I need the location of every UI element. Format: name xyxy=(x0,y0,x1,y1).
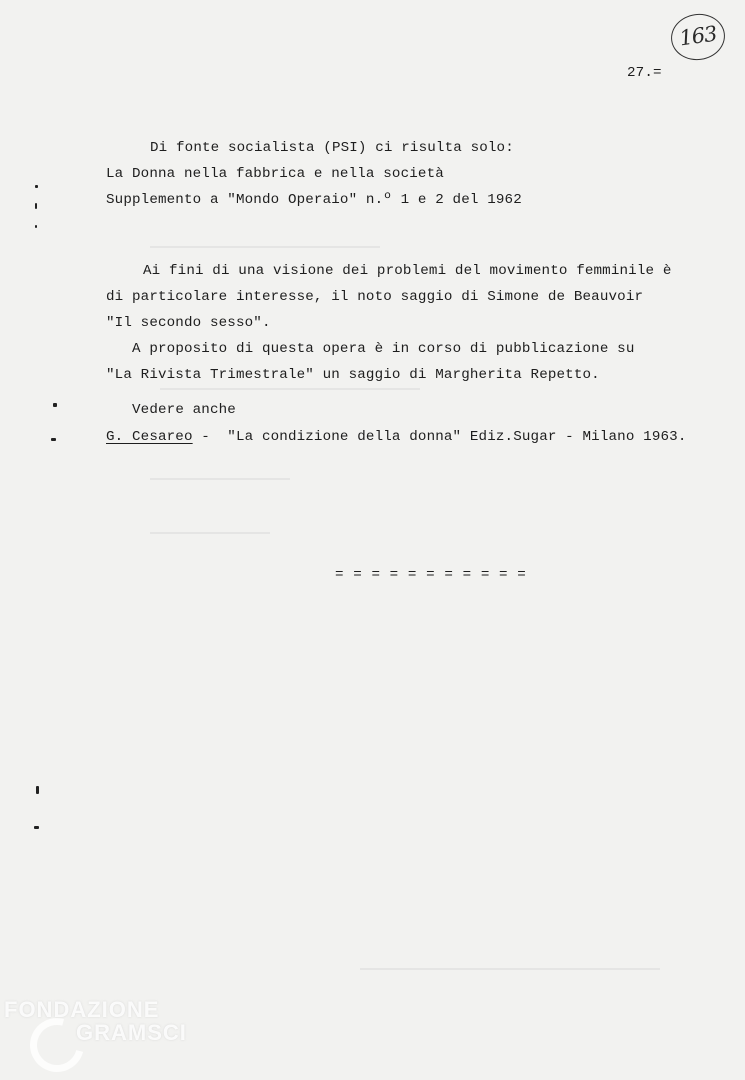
page-number: 27.= xyxy=(627,65,662,81)
paragraph-1-line-2: di particolare interesse, il noto saggio di Simone de Beauvoir xyxy=(106,289,644,305)
margin-mark xyxy=(35,203,37,209)
margin-mark xyxy=(36,786,39,794)
see-also-label: Vedere anche xyxy=(132,402,236,418)
margin-mark xyxy=(35,185,38,188)
reference-details: - "La condizione della donna" Ediz.Sugar - Milano 1963. xyxy=(192,429,687,445)
bleed-through-mark xyxy=(360,968,660,970)
margin-mark xyxy=(34,826,39,829)
watermark-line-2: GRAMSCI xyxy=(76,1019,187,1045)
bleed-through-mark xyxy=(150,532,270,534)
bleed-through-mark xyxy=(160,388,420,390)
bleed-through-mark xyxy=(150,478,290,480)
archive-number: 163 xyxy=(677,21,718,51)
reference-author: G. Cesareo xyxy=(106,429,193,445)
archive-watermark xyxy=(4,998,187,1044)
margin-mark xyxy=(35,225,37,228)
section-separator: = = = = = = = = = = = xyxy=(335,567,527,583)
margin-mark xyxy=(53,403,57,407)
intro-line: Di fonte socialista (PSI) ci risulta solo: xyxy=(150,140,514,156)
paragraph-1-line-1: Ai fini di una visione dei problemi del movimento femminile è xyxy=(143,263,672,279)
paragraph-1-line-3: "Il secondo sesso". xyxy=(106,315,271,331)
bleed-through-mark xyxy=(150,246,380,248)
archive-number-stamp xyxy=(668,10,728,63)
publication-title: La Donna nella fabbrica e nella società xyxy=(106,166,444,182)
paragraph-2-line-2: "La Rivista Trimestrale" un saggio di Margherita Repetto. xyxy=(106,367,600,383)
paragraph-2-line-1: A proposito di questa opera è in corso di pubblicazione su xyxy=(132,341,635,357)
supplement-line: Supplemento a "Mondo Operaio" n.º 1 e 2 del 1962 xyxy=(106,192,522,208)
margin-mark xyxy=(51,438,56,441)
watermark-line-1: FONDAZIONE xyxy=(4,996,160,1022)
reference-line xyxy=(106,430,686,444)
